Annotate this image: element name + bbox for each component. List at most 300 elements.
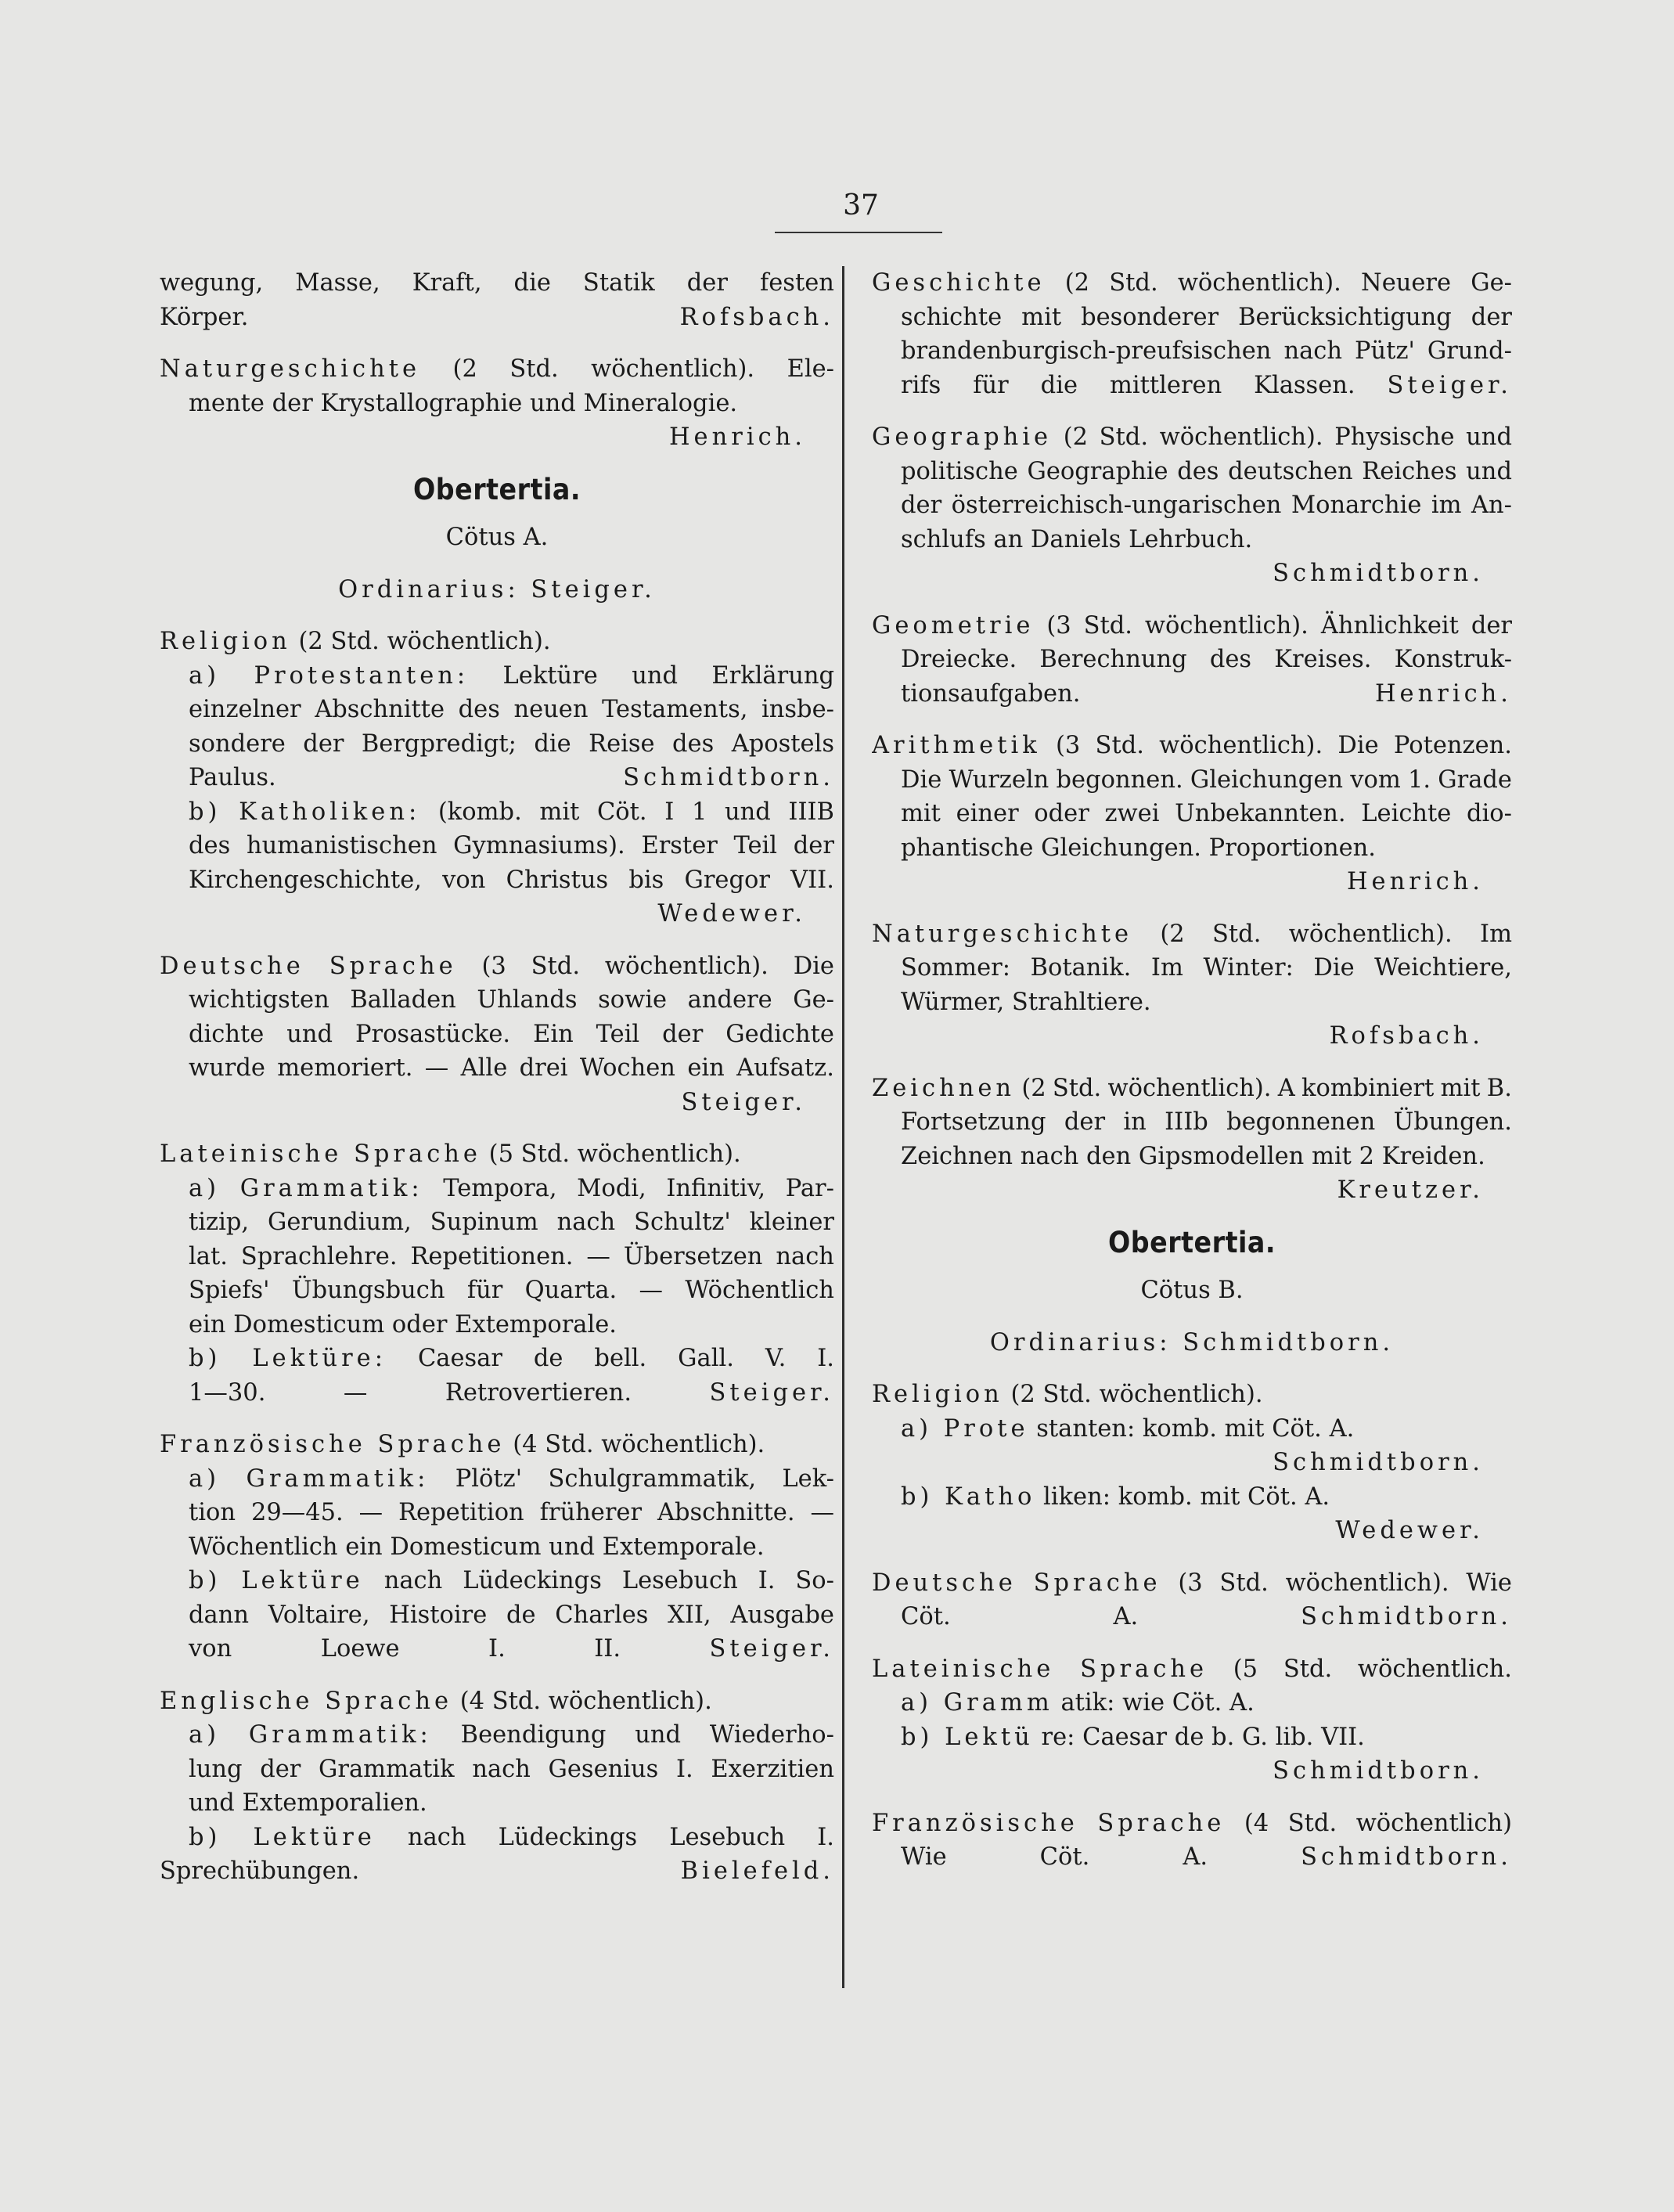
text-line bbox=[872, 1412, 1512, 1446]
word: schichte bbox=[901, 303, 1003, 331]
teacher-name: Rofsbach. bbox=[679, 303, 834, 331]
word: Wochen bbox=[579, 1054, 675, 1082]
word: lung bbox=[189, 1755, 243, 1783]
word: ein bbox=[687, 1054, 725, 1082]
teacher-name: Schmidtborn. bbox=[1273, 1757, 1484, 1785]
word: Lektüre bbox=[253, 1823, 376, 1851]
word: Naturgeschichte bbox=[160, 355, 421, 383]
text-line bbox=[160, 1496, 834, 1530]
word: der bbox=[686, 269, 728, 297]
word: Grund- bbox=[1427, 337, 1512, 365]
word: Exerzitien bbox=[711, 1755, 834, 1783]
line-text: phantische Gleichungen. Proportionen. bbox=[901, 834, 1377, 862]
word: Teil bbox=[596, 1020, 640, 1048]
word: tizip, bbox=[189, 1209, 250, 1236]
text-line bbox=[872, 763, 1512, 798]
subject-entry bbox=[160, 625, 834, 931]
word: Konstruk- bbox=[1394, 646, 1512, 673]
word: Lesebuch bbox=[621, 1567, 738, 1594]
word: (5 bbox=[1233, 1655, 1258, 1683]
text-line bbox=[872, 729, 1512, 763]
word: Deutsche bbox=[160, 952, 304, 980]
word: Wiederho- bbox=[709, 1721, 834, 1749]
section-heading: Obertertia. bbox=[1108, 1225, 1276, 1259]
text-line bbox=[160, 1308, 834, 1342]
teacher-name: Henrich. bbox=[1374, 679, 1512, 708]
word: VII. bbox=[790, 866, 834, 894]
word: 29—45. bbox=[250, 1499, 344, 1526]
word: und bbox=[635, 1721, 682, 1749]
text-line bbox=[160, 1753, 834, 1787]
word: Gesenius bbox=[548, 1755, 659, 1783]
text-line bbox=[872, 1686, 1512, 1720]
word: einzelner bbox=[189, 696, 301, 723]
teacher-name: Schmidtborn. bbox=[1273, 1449, 1484, 1476]
text-line bbox=[872, 797, 1512, 831]
word: a) bbox=[189, 1721, 221, 1749]
word: Cöt. bbox=[1039, 1843, 1090, 1871]
text-line bbox=[160, 659, 834, 694]
word: nach bbox=[472, 1755, 531, 1783]
teacher-name: Wedewer. bbox=[657, 900, 806, 928]
subject-entry bbox=[872, 1652, 1512, 1789]
word: früherer bbox=[539, 1499, 643, 1526]
word: Histoire bbox=[389, 1601, 488, 1629]
teacher-name: Steiger. bbox=[709, 1378, 834, 1407]
word: zwei bbox=[1104, 800, 1160, 827]
word: Übersetzen bbox=[623, 1242, 763, 1270]
word: Aufsatz. bbox=[736, 1054, 834, 1082]
teacher-name: Rofsbach. bbox=[1329, 1022, 1484, 1050]
word: Fortsetzung bbox=[901, 1108, 1046, 1136]
subject-entry bbox=[872, 1274, 1512, 1308]
teacher-name: Kreutzer. bbox=[1337, 1176, 1484, 1204]
word: Voltaire, bbox=[268, 1601, 370, 1629]
word: der bbox=[260, 1755, 301, 1783]
word: des bbox=[189, 832, 231, 859]
text-line bbox=[160, 863, 834, 898]
subject-name: b) Lektü bbox=[901, 1723, 1034, 1751]
word: (2 bbox=[1021, 1074, 1046, 1102]
word: Wie bbox=[901, 1843, 947, 1871]
word: Std. bbox=[1212, 920, 1262, 948]
word: für bbox=[973, 371, 1009, 399]
text-line bbox=[872, 1173, 1512, 1208]
teacher-name: Schmidtborn. bbox=[1301, 1843, 1512, 1871]
word: Par- bbox=[785, 1174, 834, 1202]
word: I. bbox=[758, 1567, 776, 1594]
word: kleiner bbox=[749, 1209, 834, 1236]
word: Leichte bbox=[1361, 800, 1452, 827]
word: Ähnlichkeit bbox=[1320, 611, 1459, 639]
word: a) bbox=[189, 661, 221, 690]
text-line bbox=[160, 573, 834, 607]
word: Std. bbox=[531, 952, 581, 980]
subject-entry bbox=[872, 1807, 1512, 1875]
subject-name: Lateinische Sprache bbox=[160, 1140, 481, 1168]
word: Loewe bbox=[320, 1635, 400, 1663]
teacher-name: Schmidtborn. bbox=[623, 764, 834, 791]
text-line bbox=[872, 266, 1512, 301]
word: Gleichungen bbox=[1190, 766, 1344, 794]
subject-entry bbox=[160, 352, 834, 455]
text-line bbox=[872, 334, 1512, 369]
word: Neuere bbox=[1361, 269, 1452, 297]
word: (2 bbox=[1063, 423, 1088, 451]
word: (komb. bbox=[437, 798, 522, 826]
word: Arithmetik bbox=[872, 732, 1041, 759]
word: Grammatik: bbox=[248, 1721, 432, 1749]
subject-entry bbox=[160, 1137, 834, 1410]
word: Apostels bbox=[731, 730, 834, 758]
word: Teil bbox=[733, 832, 778, 859]
word: bell. bbox=[594, 1345, 647, 1372]
subject-entry bbox=[160, 949, 834, 1120]
word: Sprachlehre. bbox=[240, 1242, 398, 1270]
word: wöchentlich). bbox=[1159, 423, 1323, 451]
word: begonnen. bbox=[1056, 766, 1183, 794]
subject-entry bbox=[872, 729, 1512, 899]
line-text: ein Domesticum oder Extemporale. bbox=[189, 1310, 617, 1338]
word: dann bbox=[189, 1601, 249, 1629]
word: kombiniert bbox=[1301, 1074, 1435, 1102]
word: — bbox=[424, 1054, 449, 1082]
word: der bbox=[901, 492, 942, 519]
text-line bbox=[872, 301, 1512, 335]
word: (3 bbox=[481, 952, 506, 980]
word: b) bbox=[189, 1823, 221, 1851]
word: So- bbox=[795, 1567, 834, 1594]
word: besonderer bbox=[1081, 303, 1219, 331]
word: 1 bbox=[691, 798, 707, 826]
word: Repetition bbox=[398, 1499, 524, 1526]
text-line bbox=[160, 1051, 834, 1086]
line-text: und Extemporalien. bbox=[189, 1789, 427, 1817]
subject-entry bbox=[872, 917, 1512, 1054]
word: (4 bbox=[1244, 1809, 1269, 1837]
word: der bbox=[303, 730, 344, 758]
text-line bbox=[160, 352, 834, 387]
text-line bbox=[872, 1019, 1512, 1054]
text-line bbox=[160, 1684, 834, 1719]
word: Deutsche bbox=[872, 1569, 1017, 1597]
text-line bbox=[160, 1632, 834, 1666]
text-line bbox=[160, 1240, 834, 1274]
word: insbe- bbox=[761, 696, 834, 723]
word: sondere bbox=[189, 730, 286, 758]
line-text: Würmer, Strahltiere. bbox=[901, 988, 1151, 1016]
text-line bbox=[160, 795, 834, 830]
word: A. bbox=[1113, 1603, 1139, 1630]
text-line bbox=[160, 266, 834, 301]
word: für bbox=[466, 1277, 503, 1304]
word: Ge- bbox=[1471, 269, 1512, 297]
word: Charles bbox=[555, 1601, 649, 1629]
subject-name: Religion bbox=[160, 628, 291, 655]
text-line bbox=[872, 1600, 1512, 1634]
text-line bbox=[872, 831, 1512, 866]
text-line bbox=[872, 865, 1512, 899]
teacher-name: Henrich. bbox=[668, 423, 806, 451]
text-line bbox=[872, 1140, 1512, 1174]
text-line bbox=[872, 1652, 1512, 1687]
word: Ele- bbox=[787, 355, 834, 383]
text-line bbox=[160, 727, 834, 762]
line-text: Ordinarius: Steiger. bbox=[338, 575, 656, 603]
text-line bbox=[160, 1428, 834, 1462]
word: Balladen bbox=[350, 986, 456, 1014]
word: Supinum bbox=[430, 1209, 538, 1236]
text-line bbox=[872, 1720, 1512, 1755]
word: oder bbox=[1034, 800, 1089, 827]
word: Std. bbox=[1219, 1569, 1269, 1597]
word: des bbox=[1209, 646, 1252, 673]
word: Testaments, bbox=[602, 696, 748, 723]
text-line bbox=[160, 829, 834, 863]
word: brandenburgisch-preufsischen bbox=[901, 337, 1272, 365]
word: Die bbox=[901, 766, 942, 794]
word: Std. bbox=[1099, 423, 1149, 451]
word: — bbox=[343, 1378, 368, 1407]
word: Sprechübungen. bbox=[160, 1857, 360, 1885]
subject-entry bbox=[160, 1428, 834, 1666]
word: Uhlands bbox=[477, 986, 578, 1014]
word: (3 bbox=[1046, 611, 1071, 639]
word: IIIb bbox=[1165, 1108, 1208, 1136]
word: und bbox=[286, 1020, 333, 1048]
text-line bbox=[160, 1376, 834, 1410]
word: (2 bbox=[452, 355, 477, 383]
word: Infinitiv, bbox=[666, 1174, 766, 1202]
text-line bbox=[160, 387, 834, 421]
subject-entry bbox=[160, 521, 834, 555]
teacher-name: Henrich. bbox=[1346, 868, 1484, 895]
word: b) bbox=[189, 1567, 221, 1594]
line-text: Wöchentlich ein Domesticum und Extemporale. bbox=[189, 1533, 765, 1561]
word: Sprache bbox=[329, 952, 457, 980]
word: rifs bbox=[901, 371, 941, 399]
word: deutschen bbox=[1228, 457, 1353, 485]
word: Kreises. bbox=[1274, 646, 1372, 673]
word: Geographie bbox=[872, 423, 1053, 451]
text-line bbox=[872, 609, 1512, 643]
teacher-name: Steiger. bbox=[709, 1635, 834, 1663]
word: Sprache bbox=[1080, 1655, 1208, 1683]
word: des bbox=[1177, 457, 1219, 485]
word: von bbox=[189, 1635, 232, 1663]
word: im bbox=[1431, 492, 1462, 519]
word: Ausgabe bbox=[730, 1601, 834, 1629]
word: Plötz' bbox=[455, 1464, 523, 1493]
word: Christus bbox=[506, 866, 609, 894]
text-line bbox=[160, 1018, 834, 1052]
word: Schulgrammatik, bbox=[548, 1464, 757, 1493]
word: dio- bbox=[1467, 800, 1512, 827]
word: politische bbox=[901, 457, 1018, 485]
word: Cöt. bbox=[596, 798, 647, 826]
subject-name: a) Prote bbox=[901, 1414, 1029, 1443]
text-line bbox=[872, 643, 1512, 677]
word: und bbox=[1466, 423, 1512, 451]
word: I. bbox=[488, 1635, 506, 1663]
word: — bbox=[639, 1277, 664, 1304]
text-line bbox=[872, 1274, 1512, 1308]
word: Körper. bbox=[160, 303, 249, 331]
text-line bbox=[160, 1598, 834, 1633]
word: Modi, bbox=[577, 1174, 646, 1202]
word: Std. bbox=[1052, 1074, 1102, 1102]
subject-entry bbox=[872, 609, 1512, 712]
page-number-rule bbox=[775, 232, 942, 233]
text-line bbox=[160, 1786, 834, 1821]
text-line bbox=[160, 1205, 834, 1240]
word: Die bbox=[1337, 732, 1379, 759]
word: Kirchengeschichte, bbox=[189, 866, 422, 894]
text-line bbox=[872, 1446, 1512, 1480]
text-line bbox=[872, 1754, 1512, 1789]
text-line bbox=[160, 1718, 834, 1753]
word: Im bbox=[1150, 954, 1183, 982]
word: die bbox=[534, 730, 571, 758]
word: Berücksichtigung bbox=[1238, 303, 1452, 331]
word: drei bbox=[519, 1054, 568, 1082]
word: Alle bbox=[460, 1054, 508, 1082]
word: Abschnitte. bbox=[657, 1499, 795, 1526]
word: Gregor bbox=[684, 866, 770, 894]
subject-detail: (5 Std. wöchentlich). bbox=[481, 1140, 741, 1168]
word: a) bbox=[189, 1464, 221, 1493]
word: V. bbox=[765, 1345, 787, 1372]
word: der bbox=[1471, 611, 1512, 639]
word: festen bbox=[759, 269, 834, 297]
word: I. bbox=[817, 1345, 834, 1372]
word: An- bbox=[1471, 492, 1512, 519]
word: Masse, bbox=[295, 269, 380, 297]
text-line bbox=[160, 693, 834, 727]
word: wöchentlich). bbox=[591, 355, 755, 383]
text-line bbox=[160, 1462, 834, 1497]
text-line bbox=[160, 761, 834, 795]
word: Die bbox=[1313, 954, 1355, 982]
word: Std. bbox=[509, 355, 559, 383]
text-line bbox=[872, 1840, 1512, 1875]
word: Monarchie bbox=[1291, 492, 1422, 519]
word: Gerundium, bbox=[267, 1209, 412, 1236]
word: begonnenen bbox=[1226, 1108, 1376, 1136]
word: Im bbox=[1480, 920, 1512, 948]
text-line bbox=[160, 949, 834, 984]
word: Std. bbox=[1083, 611, 1132, 639]
word: A. bbox=[1183, 1843, 1208, 1871]
word: (2 bbox=[1064, 269, 1090, 297]
word: Reiches bbox=[1362, 457, 1457, 485]
text-line bbox=[872, 951, 1512, 985]
word: Protestanten: bbox=[254, 661, 470, 690]
text-line bbox=[872, 917, 1512, 952]
word: I. bbox=[817, 1823, 834, 1851]
word: Übungsbuch bbox=[291, 1277, 445, 1304]
word: Grade bbox=[1438, 766, 1512, 794]
text-line bbox=[872, 455, 1512, 489]
text-line bbox=[872, 523, 1512, 557]
text-line bbox=[160, 1172, 834, 1206]
word: wöchentlich). bbox=[604, 952, 769, 980]
teacher-name: Steiger. bbox=[681, 1088, 806, 1116]
teacher-name: Wedewer. bbox=[1335, 1517, 1484, 1544]
word: Sprache bbox=[1033, 1569, 1161, 1597]
word: wöchentlich). bbox=[1285, 1569, 1449, 1597]
word: b) bbox=[189, 798, 221, 826]
word: von bbox=[442, 866, 486, 894]
subject-entry bbox=[872, 420, 1512, 591]
word: Geographie bbox=[1027, 457, 1168, 485]
word: IIIB bbox=[788, 798, 834, 826]
word: Quarta. bbox=[524, 1277, 617, 1304]
word: in bbox=[1123, 1108, 1147, 1136]
subject-entry bbox=[872, 1566, 1512, 1634]
word: Die bbox=[793, 952, 834, 980]
word: des bbox=[458, 696, 500, 723]
subject-name: b) Katho bbox=[901, 1482, 1036, 1511]
word: vom bbox=[1350, 766, 1401, 794]
word: Lateinische bbox=[872, 1655, 1055, 1683]
word: b) bbox=[189, 1345, 221, 1372]
word: und bbox=[724, 798, 771, 826]
line-text: Cötus B. bbox=[1140, 1277, 1244, 1304]
word: mit bbox=[1021, 303, 1062, 331]
word: Übungen. bbox=[1393, 1108, 1512, 1136]
word: Sprache bbox=[1097, 1809, 1226, 1837]
word: nach bbox=[556, 1209, 616, 1236]
line-text: Zeichnen nach den Gipsmodellen mit 2 Kreiden. bbox=[901, 1142, 1485, 1170]
word: wöchentlich). bbox=[1288, 920, 1453, 948]
text-line bbox=[160, 983, 834, 1018]
word: Wöchentlich bbox=[685, 1277, 834, 1304]
word: Wurzeln bbox=[949, 766, 1049, 794]
word: Winter: bbox=[1203, 954, 1294, 982]
word: Potenzen. bbox=[1393, 732, 1512, 759]
word: Pütz' bbox=[1355, 337, 1415, 365]
word: Caesar bbox=[417, 1345, 502, 1372]
subject-detail: (4 Std. wöchentlich). bbox=[505, 1431, 765, 1458]
word: Lektüre bbox=[241, 1567, 364, 1594]
word: mit bbox=[1440, 1074, 1481, 1102]
word: der bbox=[662, 1020, 704, 1048]
word: Lektüre bbox=[502, 661, 598, 690]
text-line bbox=[160, 1342, 834, 1376]
left-column bbox=[160, 266, 834, 1907]
word: und bbox=[632, 661, 678, 690]
word: wöchentlich) bbox=[1355, 1809, 1512, 1837]
text-line bbox=[872, 488, 1512, 523]
subject-name: Englische Sprache bbox=[160, 1687, 453, 1715]
text-line bbox=[872, 557, 1512, 591]
word: Unbekannten. bbox=[1175, 800, 1346, 827]
word: wöchentlich). bbox=[1107, 1074, 1272, 1102]
word: Weichtiere, bbox=[1374, 954, 1512, 982]
text-line bbox=[160, 1274, 834, 1308]
text-line bbox=[872, 1326, 1512, 1360]
word: Grammatik: bbox=[246, 1464, 430, 1493]
teacher-name: Schmidtborn. bbox=[1301, 1603, 1512, 1630]
word: Spiefs' bbox=[189, 1277, 270, 1304]
subject-detail: liken: komb. mit Cöt. A. bbox=[1035, 1482, 1330, 1511]
word: Gymnasiums). bbox=[453, 832, 625, 859]
word: lat. bbox=[189, 1242, 228, 1270]
word: nach bbox=[1283, 337, 1342, 365]
word: Abschnitte bbox=[315, 696, 445, 723]
text-line bbox=[872, 1566, 1512, 1601]
